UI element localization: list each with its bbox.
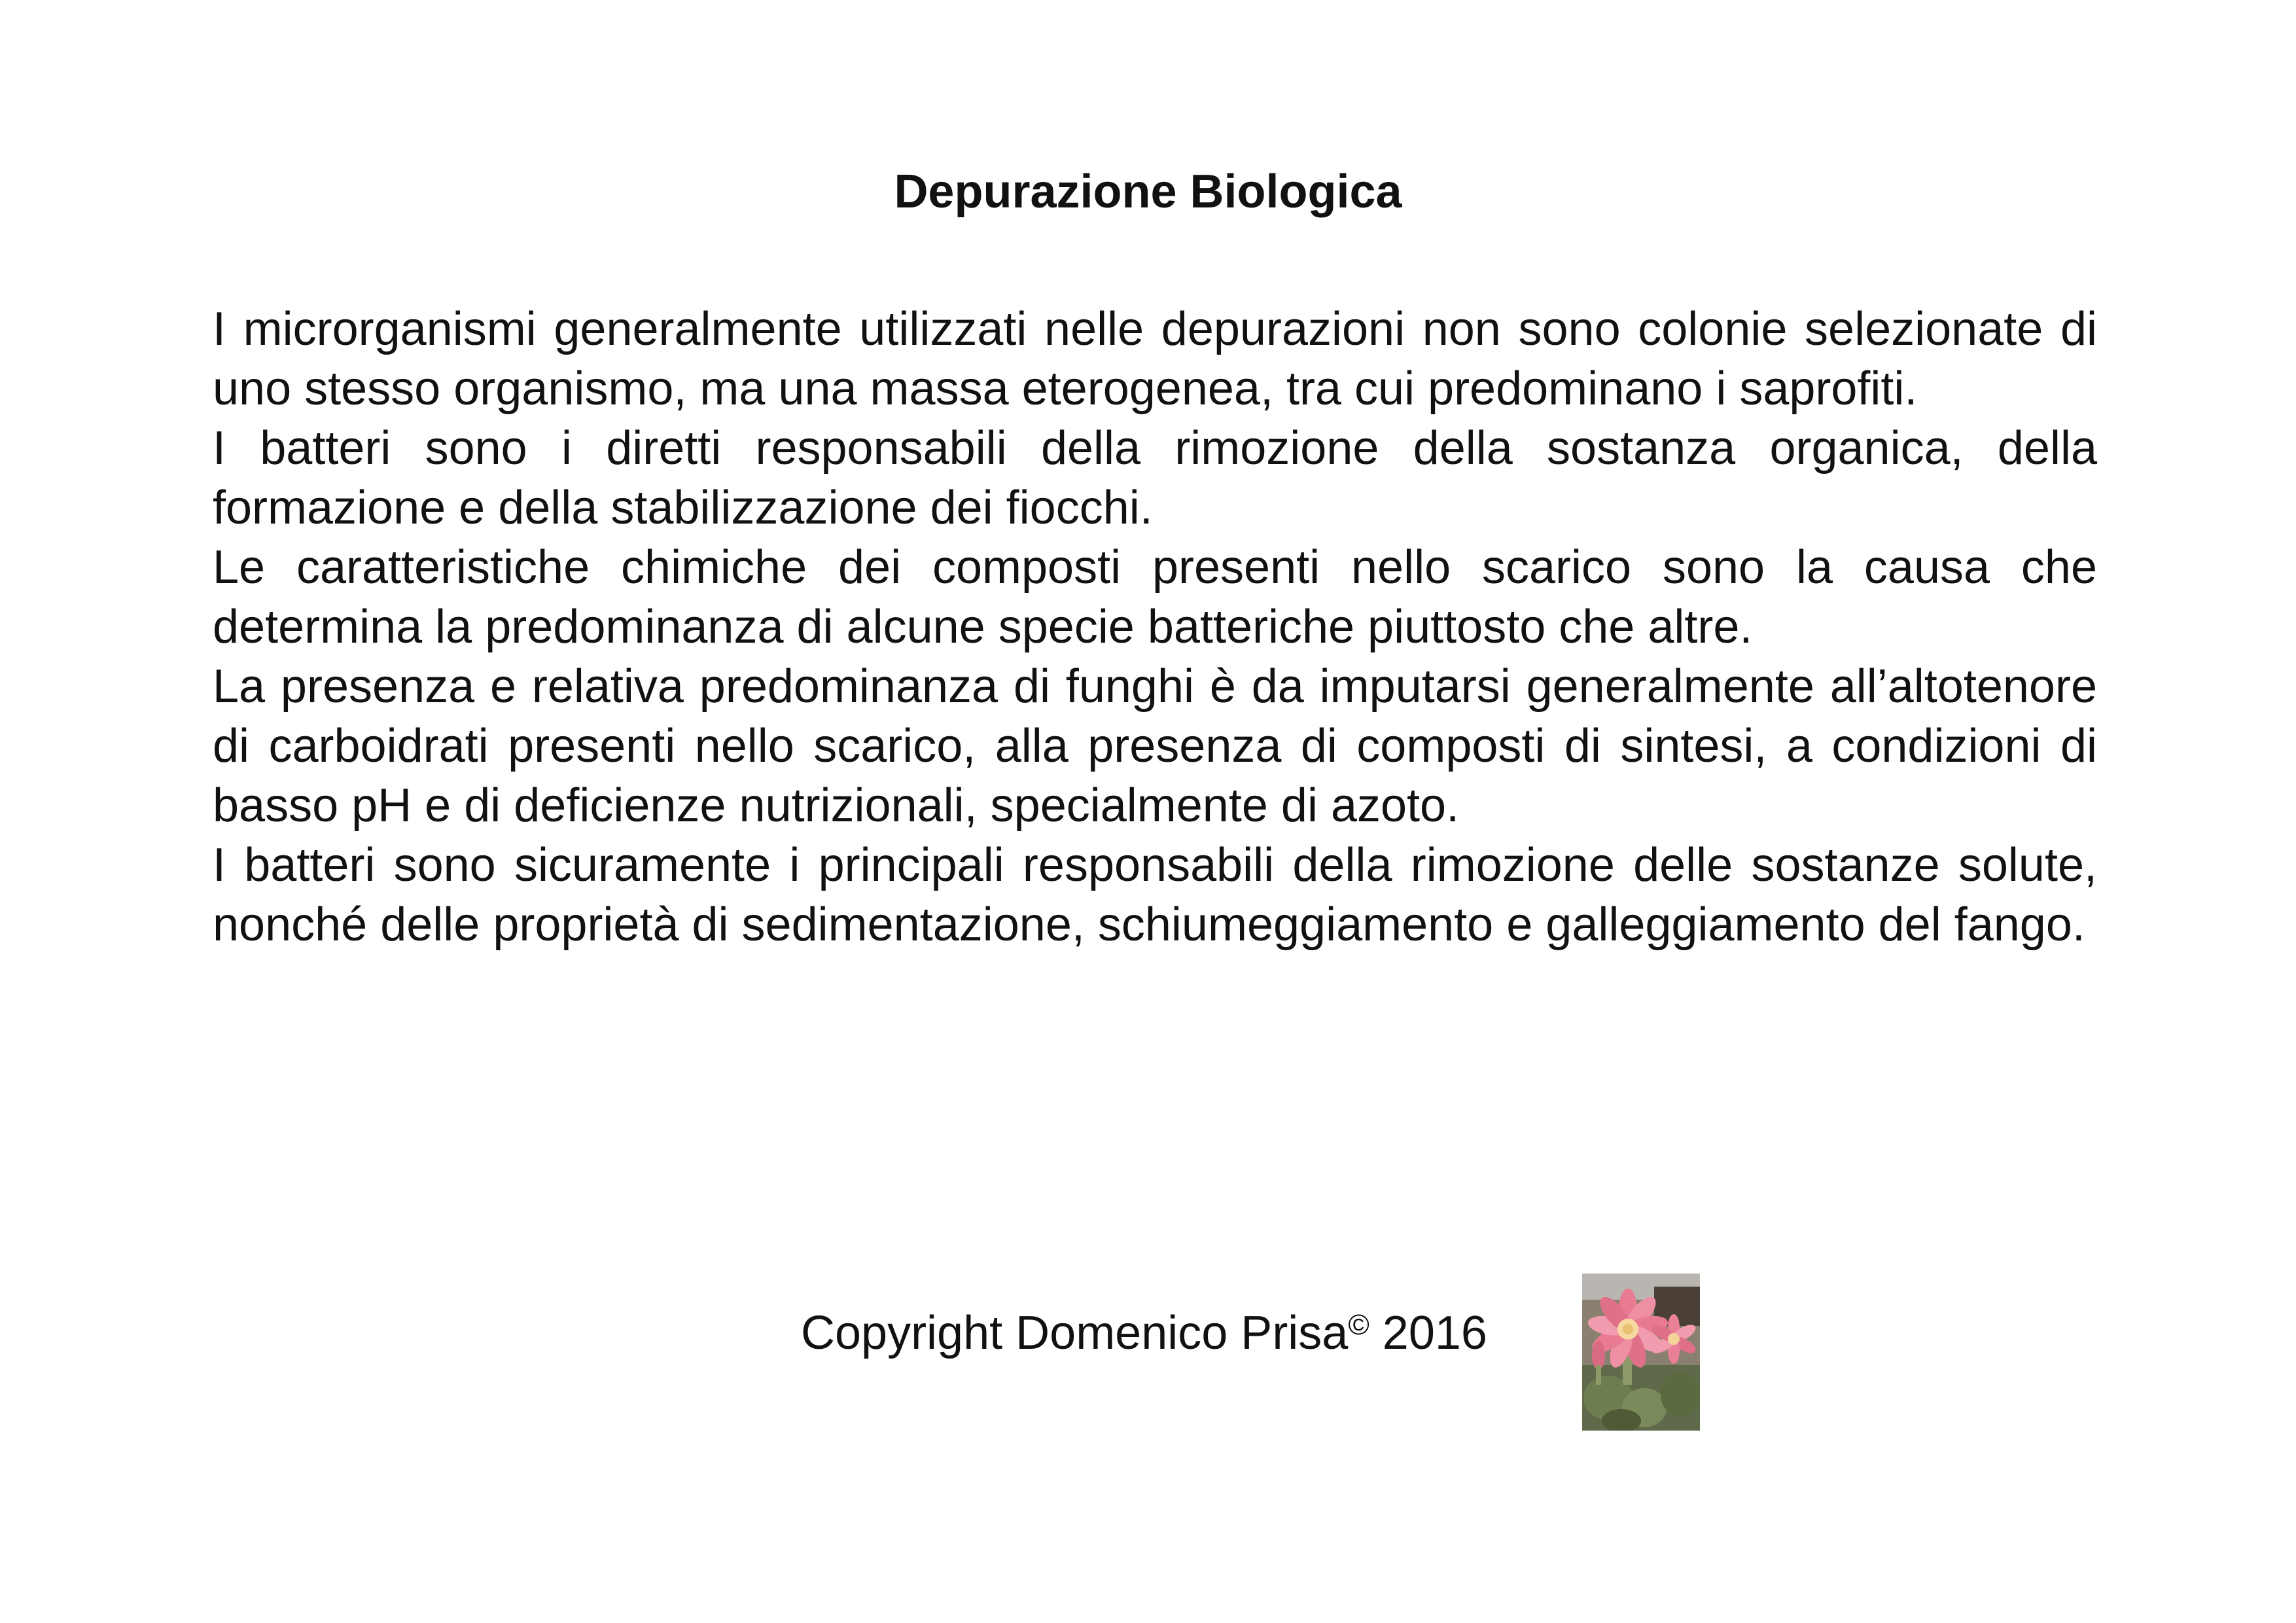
paragraph-3: Le caratteristiche chimiche dei composti presenti nello scarico sono la causa che determina la predominanza di alcune specie batteriche piuttosto che altre.	[213, 541, 2097, 653]
copyright-year: 2016	[1382, 1307, 1487, 1359]
paragraph-1: I microrganismi generalmente utilizzati nelle depurazioni non sono colonie selezionate di uno stesso organismo, ma una massa eterogenea, tra cui predominano i saprofiti.	[213, 303, 2097, 415]
paragraph-4: La presenza e relativa predominanza di funghi è da imputarsi generalmente all’altotenore di carboidrati presenti nello scarico, alla presenza di composti di sintesi, a condizioni di basso pH e di deficienze nutrizionali, specialmente di azoto.	[213, 660, 2097, 832]
paragraph-2: I batteri sono i diretti responsabili della rimozione della sostanza organica, della formazione e della stabilizzazione dei fiocchi.	[213, 422, 2097, 534]
flower-photo-icon	[1582, 1274, 1700, 1431]
copyright-line	[801, 1304, 1487, 1363]
paragraph-5: I batteri sono sicuramente i principali responsabili della rimozione delle sostanze solute, nonché delle proprietà di sedimentazione, schiumeggiamento e galleggiamento del fango.	[213, 839, 2097, 951]
page-title: Depurazione Biologica	[894, 166, 1402, 218]
copyright-text: Copyright Domenico Prisa	[801, 1307, 1349, 1359]
document-body	[213, 300, 2097, 955]
copyright-symbol: ©	[1348, 1309, 1369, 1341]
